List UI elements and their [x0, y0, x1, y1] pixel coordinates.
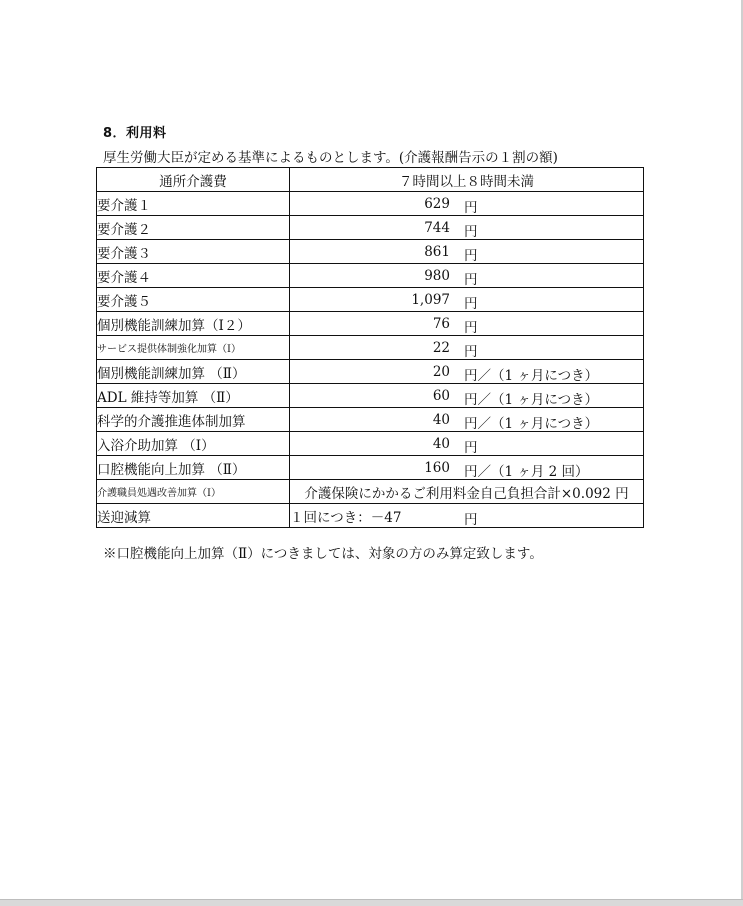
row-name: 要介護４	[97, 264, 290, 288]
row-name: 個別機能訓練加算 （Ⅱ）	[97, 360, 290, 384]
footnote: ※口腔機能向上加算（Ⅱ）につきましては、対象の方のみ算定致します。	[103, 546, 543, 562]
header-service: 通所介護費	[97, 168, 290, 192]
row-value	[290, 192, 644, 216]
row-unit: 円／（1 ヶ月 2 回）	[464, 464, 589, 480]
row-unit: 円	[464, 344, 478, 360]
row-name: 要介護２	[97, 216, 290, 240]
row-amount: 60	[432, 388, 450, 404]
row-amount: １回につき：－47	[290, 509, 402, 526]
row-amount: 40	[432, 412, 450, 428]
row-amount: 861	[424, 244, 450, 260]
row-amount: 160	[424, 460, 450, 476]
row-amount: 980	[424, 268, 450, 284]
row-name: 送迎減算	[97, 504, 290, 528]
row-amount: 40	[432, 436, 450, 452]
row-name: 要介護１	[97, 192, 290, 216]
table-row	[97, 360, 644, 384]
row-value	[290, 360, 644, 384]
row-name: 介護職員処遇改善加算（Ⅰ）	[97, 480, 290, 504]
row-name: 個別機能訓練加算（Ⅰ２）	[97, 312, 290, 336]
table-row	[97, 264, 644, 288]
row-value	[290, 384, 644, 408]
row-value	[290, 408, 644, 432]
row-value	[290, 456, 644, 480]
row-amount: 20	[432, 364, 450, 380]
row-unit: 円／（1 ヶ月につき）	[464, 416, 599, 432]
row-unit: 円	[464, 512, 478, 528]
row-unit: 円／（1 ヶ月につき）	[464, 368, 599, 384]
table-row-staff	[97, 480, 644, 504]
row-name: 要介護５	[97, 288, 290, 312]
fee-rows	[97, 192, 644, 480]
section-heading: 8．利用料	[103, 126, 167, 141]
row-value	[290, 264, 644, 288]
table-row	[97, 384, 644, 408]
header-duration: ７時間以上８時間未満	[290, 168, 644, 192]
table-row	[97, 336, 644, 360]
row-amount: 629	[424, 196, 450, 212]
row-unit: 円／（1 ヶ月につき）	[464, 392, 599, 408]
table-row-transport	[97, 504, 644, 528]
table-row	[97, 408, 644, 432]
row-name: 入浴介助加算 （Ⅰ）	[97, 432, 290, 456]
intro-text: 厚生労働大臣が定める基準によるものとします。(介護報酬告示の１割の額)	[103, 150, 558, 166]
row-unit: 円	[464, 200, 478, 216]
row-name: 口腔機能向上加算 （Ⅱ）	[97, 456, 290, 480]
table-row	[97, 432, 644, 456]
table-row	[97, 216, 644, 240]
row-amount: 22	[432, 340, 450, 356]
row-unit: 円	[464, 320, 478, 336]
row-value	[290, 288, 644, 312]
table-row	[97, 288, 644, 312]
row-value	[290, 312, 644, 336]
row-name: ADL 維持等加算 （Ⅱ）	[97, 384, 290, 408]
row-value: 介護保険にかかるご利用料金自己負担合計×0.092 円	[290, 480, 644, 504]
row-unit: 円	[464, 272, 478, 288]
row-name: 科学的介護推進体制加算	[97, 408, 290, 432]
table-row	[97, 192, 644, 216]
table-row	[97, 312, 644, 336]
row-amount: 76	[432, 316, 450, 332]
row-name: 要介護３	[97, 240, 290, 264]
row-unit: 円	[464, 224, 478, 240]
table-header-row	[97, 168, 644, 192]
row-amount: 744	[424, 220, 450, 236]
table-row	[97, 240, 644, 264]
row-name: サービス提供体制強化加算（Ⅰ）	[97, 336, 290, 360]
fee-table	[96, 167, 644, 528]
row-unit: 円	[464, 248, 478, 264]
row-value	[290, 216, 644, 240]
bottom-scroll-bar	[0, 899, 743, 906]
row-amount: 1,097	[411, 292, 450, 308]
row-value	[290, 336, 644, 360]
row-value	[290, 432, 644, 456]
row-value	[290, 504, 644, 528]
row-unit: 円	[464, 440, 478, 456]
row-value	[290, 240, 644, 264]
row-unit: 円	[464, 296, 478, 312]
table-row	[97, 456, 644, 480]
